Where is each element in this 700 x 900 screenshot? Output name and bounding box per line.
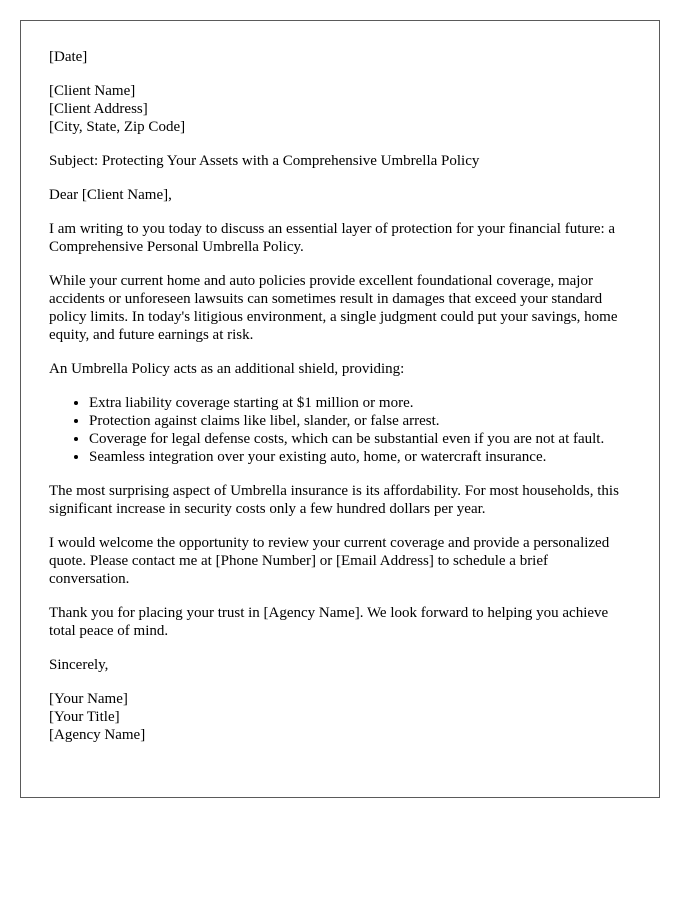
paragraph-context: While your current home and auto policies provide excellent foundational coverage, major accidents or unforeseen lawsuits can sometimes result in damages that exceed your standard policy limits. In today's litigious environment, a single judgment could put your savings, home equity, and future earnings at risk. <box>49 273 618 343</box>
benefits-list <box>49 394 631 466</box>
signature-agency: [Agency Name] <box>49 727 146 743</box>
benefit-item: • Seamless integration over your existing auto, home, or watercraft insurance. <box>89 448 631 466</box>
letter-subject: Subject: Protecting Your Assets with a Comprehensive Umbrella Policy <box>49 153 480 169</box>
paragraph-list-intro: An Umbrella Policy acts as an additional shield, providing: <box>49 361 405 377</box>
benefit-item: • Coverage for legal defense costs, which can be substantial even if you are not at fault. <box>89 430 631 448</box>
letter-page <box>20 20 660 798</box>
letter-closing: Sincerely, <box>49 657 109 673</box>
signature-title: [Your Title] <box>49 709 120 725</box>
benefit-item: • Extra liability coverage starting at $1 million or more. <box>89 394 631 412</box>
signature-block <box>49 690 631 744</box>
paragraph-thanks: Thank you for placing your trust in [Agency Name]. We look forward to helping you achieve total peace of mind. <box>49 605 609 639</box>
letter-date: [Date] <box>49 49 88 65</box>
letter-salutation: Dear [Client Name], <box>49 187 172 203</box>
benefit-item: • Protection against claims like libel, slander, or false arrest. <box>89 412 631 430</box>
signature-name: [Your Name] <box>49 691 128 707</box>
recipient-address: [Client Address] <box>49 101 148 117</box>
paragraph-intro: I am writing to you today to discuss an essential layer of protection for your financial future: a Comprehensive Personal Umbrella Policy. <box>49 221 616 255</box>
recipient-address-block <box>49 82 631 136</box>
paragraph-call-to-action: I would welcome the opportunity to review your current coverage and provide a personalized quote. Please contact me at [Phone Number] or [Email Address] to schedule a brief conversation. <box>49 535 610 587</box>
recipient-name: [Client Name] <box>49 83 136 99</box>
recipient-city-state-zip: [City, State, Zip Code] <box>49 119 186 135</box>
paragraph-affordability: The most surprising aspect of Umbrella insurance is its affordability. For most households, this significant increase in security costs only a few hundred dollars per year. <box>49 483 619 517</box>
